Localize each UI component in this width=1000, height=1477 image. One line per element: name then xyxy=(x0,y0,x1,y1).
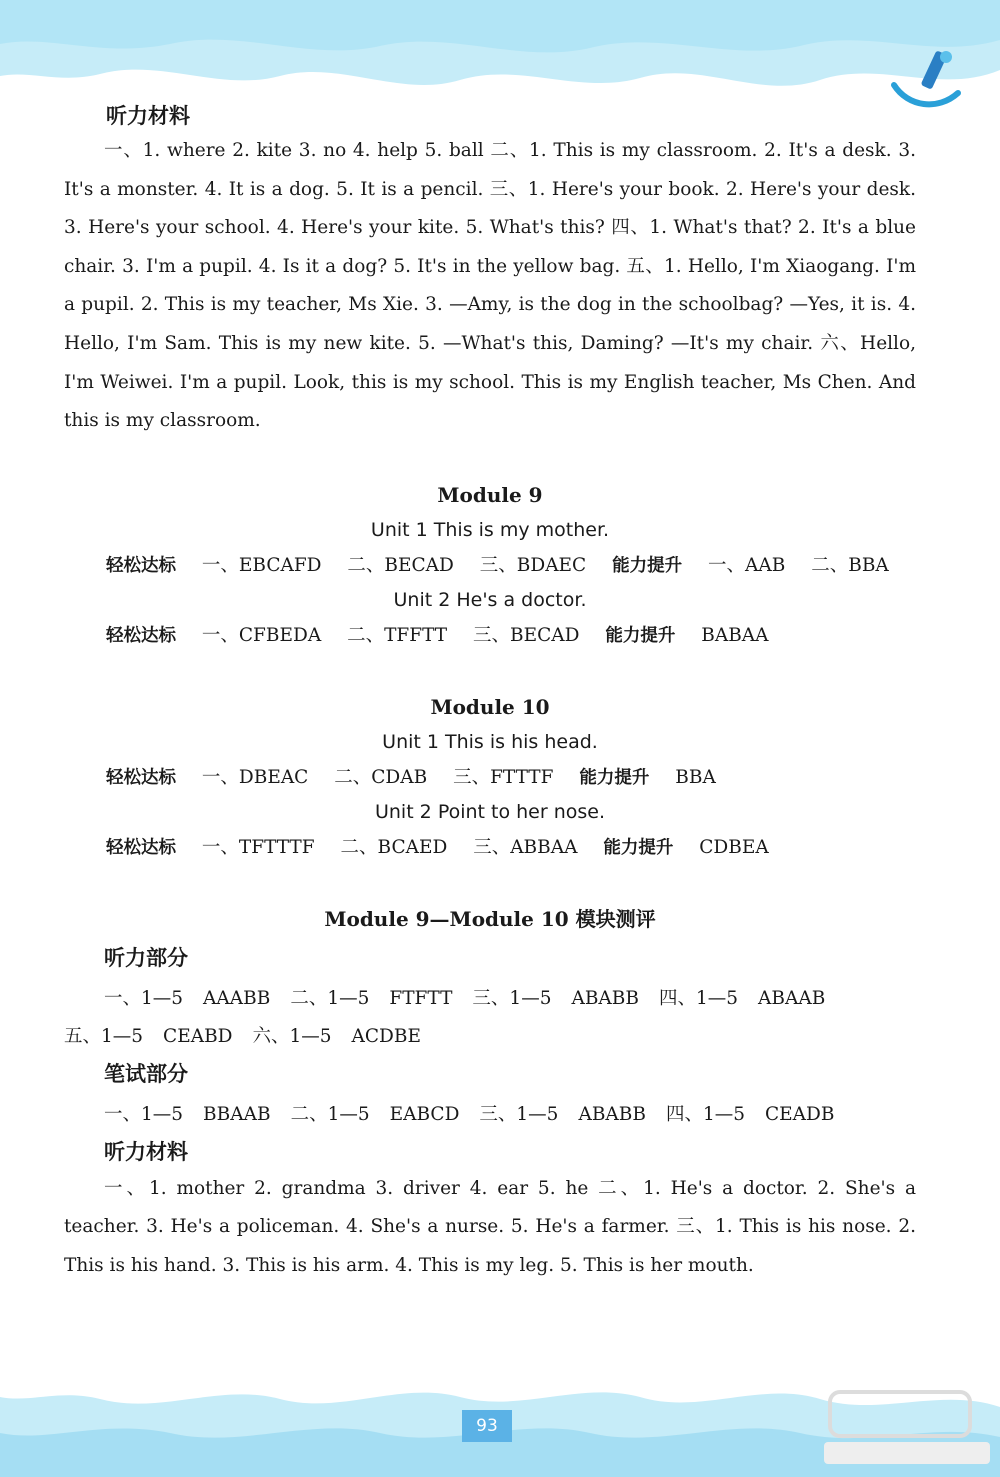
answer: 一、TFTTTF xyxy=(201,836,315,858)
answer: BBA xyxy=(675,766,716,788)
watermark-logo-icon xyxy=(822,1388,992,1470)
item: 四、1—5 xyxy=(658,987,739,1009)
listening-part-heading: 听力部分 xyxy=(104,945,188,970)
module10-unit2-title: Unit 2 Point to her nose. xyxy=(374,800,606,823)
advanced-label: 能力提升 xyxy=(605,625,676,646)
listening-material-heading: 听力材料 xyxy=(106,104,190,128)
module9-unit2-title: Unit 2 He's a doctor. xyxy=(393,588,587,611)
answer: 一、DBEAC xyxy=(201,766,309,788)
answer: CEADB xyxy=(765,1103,835,1125)
item: 二、1—5 xyxy=(290,987,370,1009)
answer: 一、AAB xyxy=(708,554,786,576)
answer: 二、CDAB xyxy=(334,766,428,788)
module10-unit1-answers xyxy=(106,763,916,789)
answer: EABCD xyxy=(389,1103,460,1125)
listening-answers-line2 xyxy=(64,1022,916,1048)
answer: ACDBE xyxy=(351,1025,421,1047)
answer: BABAA xyxy=(701,624,769,646)
easy-label: 轻松达标 xyxy=(106,837,176,858)
advanced-label: 能力提升 xyxy=(603,837,674,858)
advanced-label: 能力提升 xyxy=(612,555,683,576)
answer: 三、BECAD xyxy=(473,624,580,646)
page-number: 93 xyxy=(462,1410,512,1442)
module9-title: Module 9 xyxy=(437,482,543,507)
item: 二、1—5 xyxy=(290,1103,370,1125)
page-content xyxy=(64,100,916,1286)
listening-answers-line1 xyxy=(104,984,916,1010)
item: 一、1—5 xyxy=(104,987,184,1009)
written-answers-line1 xyxy=(104,1100,916,1126)
answer: CEABD xyxy=(163,1025,233,1047)
easy-label: 轻松达标 xyxy=(106,625,176,646)
item: 六、1—5 xyxy=(252,1025,332,1047)
answer: 二、BBA xyxy=(811,554,889,576)
listening-material-heading-2: 听力材料 xyxy=(104,1139,188,1164)
answer: BBAAB xyxy=(203,1103,271,1125)
answer: CDBEA xyxy=(699,836,769,858)
answer: 一、EBCAFD xyxy=(201,554,322,576)
answer: 二、BECAD xyxy=(347,554,454,576)
answer: AAABB xyxy=(203,987,271,1009)
answer: 三、FTTTF xyxy=(453,766,554,788)
written-part-heading: 笔试部分 xyxy=(104,1061,188,1086)
easy-label: 轻松达标 xyxy=(106,555,176,576)
module10-title: Module 10 xyxy=(430,694,550,719)
answer: 三、BDAEC xyxy=(479,554,587,576)
module-test-title: Module 9—Module 10 模块测评 xyxy=(324,906,656,931)
item: 三、1—5 xyxy=(479,1103,559,1125)
item: 一、1—5 xyxy=(104,1103,184,1125)
module9-unit1-title: Unit 1 This is my mother. xyxy=(370,518,610,541)
item: 四、1—5 xyxy=(665,1103,746,1125)
module10-unit2-answers xyxy=(106,833,916,859)
module9-unit2-answers xyxy=(106,621,916,647)
listening-material-text: 一、1. where 2. kite 3. no 4. help 5. ball 二、1. This is my classroom. 2. It's a desk. 3. It's a monster. 4. It is a dog. 5. It is a pencil. 三、1. Here's your book. 2. Here's your desk. 3. Here's your school. 4. Here's your kite. 5. What's this? 四、1. What's that? 2. It's a blue chair. 3. I'm a pupil. 4. Is it a dog? 5. It's in the yellow bag. 五、1. Hello, I'm Xiaogang. I'm a pupil. 2. This is my teacher, Ms Xie. 3. —Amy, is the dog in the schoolbag? —Yes, it is. 4. Hello, I'm Sam. This is my new kite. 5. —What's this, Daming? —It's my chair. 六、Hello, I'm Weiwei. I'm a pupil. Look, this is my school. This is my English teacher, Ms Chen. And this is my classroom. xyxy=(64,140,916,432)
answer: 一、CFBEDA xyxy=(201,624,322,646)
answer: ABABB xyxy=(578,1103,646,1125)
advanced-label: 能力提升 xyxy=(579,767,650,788)
module10-unit1-title: Unit 1 This is his head. xyxy=(382,730,598,753)
easy-label: 轻松达标 xyxy=(106,767,176,788)
module9-unit1-answers xyxy=(106,551,916,577)
item: 三、1—5 xyxy=(472,987,552,1009)
answer: ABAAB xyxy=(758,987,826,1009)
answer: 三、ABBAA xyxy=(473,836,578,858)
answer: 二、BCAED xyxy=(340,836,448,858)
listening-material-text-2: 一、1. mother 2. grandma 3. driver 4. ear 5. he 二、1. He's a doctor. 2. She's a teacher. 3. He's a policeman. 4. She's a nurse. 5. He's a farmer. 三、1. This is his nose. 2. This is his hand. 3. This is his arm. 4. This is my leg. 5. This is her mouth. xyxy=(64,1177,916,1276)
answer: 二、TFFTT xyxy=(347,624,448,646)
item: 五、1—5 xyxy=(64,1025,144,1047)
answer: FTFTT xyxy=(389,987,453,1009)
answer: ABABB xyxy=(571,987,639,1009)
